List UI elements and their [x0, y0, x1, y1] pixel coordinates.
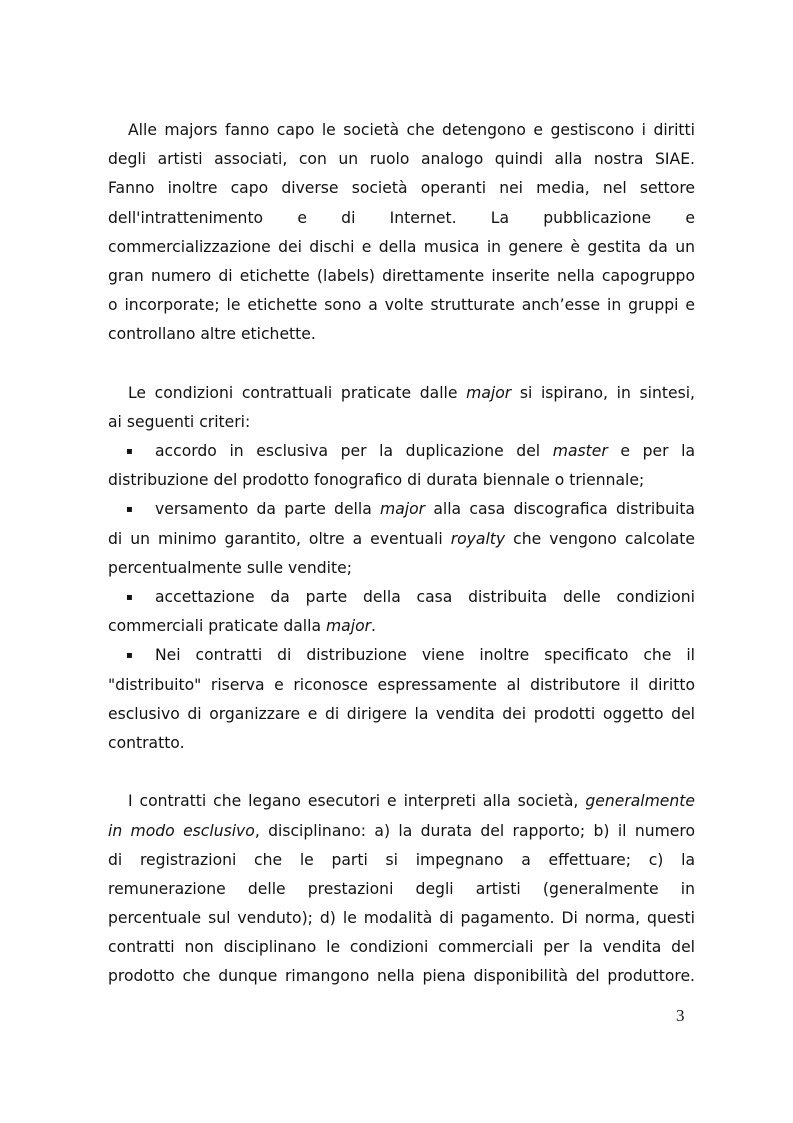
text-line [108, 525, 695, 554]
bullet-item [108, 583, 695, 641]
text-line [108, 641, 695, 670]
text-line: Fanno inoltre capo diverse società operanti nei media, nel settore [108, 179, 695, 198]
paragraph-performer-contracts [108, 787, 695, 991]
bullet-item [108, 437, 695, 495]
text-line: gran numero di etichette (labels) direttamente inserite nella capogruppo [108, 266, 695, 285]
text-run: accettazione da parte della casa distribuita delle condizioni [155, 588, 695, 606]
text-line: contratto. [108, 733, 185, 752]
square-bullet-icon: ▪ [126, 446, 133, 458]
text-run: e per la [607, 442, 695, 461]
text-line: percentuale sul venduto); d) le modalità di pagamento. Di norma, questi [108, 909, 695, 928]
text-line: "distribuito" riserva e riconosce espressamente al distributore il diritto [108, 675, 695, 694]
italic-term: in modo esclusivo [108, 821, 255, 840]
text-line [108, 379, 695, 408]
square-bullet-icon: ▪ [126, 504, 133, 516]
text-line: percentualmente sulle vendite; [108, 558, 352, 577]
text-line: dell'intrattenimento e di Internet. La pubblicazione e [108, 208, 695, 227]
text-line: degli artisti associati, con un ruolo analogo quindi alla nostra SIAE. [108, 150, 695, 169]
text-line: commercializzazione dei dischi e della musica in genere è gestita da un [108, 237, 695, 256]
text-run: I contratti che legano esecutori e interpreti alla società, [128, 792, 586, 811]
text-run: versamento da parte della [155, 500, 381, 519]
text-line: controllano altre etichette. [108, 325, 316, 344]
text-line: di registrazioni che le parti si impegnano a effettuare; c) la [108, 850, 695, 869]
italic-term: major [466, 383, 512, 402]
text-line: remunerazione delle prestazioni degli artisti (generalmente in [108, 879, 695, 898]
document-body [108, 116, 695, 992]
text-line [108, 583, 695, 612]
text-run: che vengono calcolate [505, 529, 695, 548]
italic-term: master [552, 442, 608, 461]
text-run: accordo in esclusiva per la duplicazione del [155, 442, 553, 461]
square-bullet-icon: ▪ [126, 650, 133, 662]
text-run: alla casa discografica distribuita [425, 500, 695, 519]
text-line: Alle majors fanno capo le società che detengono e gestiscono i diritti [128, 121, 695, 139]
text-line [108, 437, 695, 466]
text-line: esclusivo di organizzare e di dirigere la vendita dei prodotti oggetto del [108, 704, 695, 723]
italic-term: major [325, 617, 372, 636]
paragraph-contract-conditions [108, 379, 695, 758]
text-line: ai seguenti criteri: [108, 412, 251, 431]
text-run: di un minimo garantito, oltre a eventuali [108, 529, 451, 548]
text-line: prodotto che dunque rimangono nella piena disponibilità del produttore. [108, 967, 695, 986]
italic-term: major [380, 500, 426, 519]
page-number: 3 [676, 1006, 685, 1025]
bullet-item [108, 641, 695, 758]
text-line [108, 787, 695, 816]
text-line: o incorporate; le etichette sono a volte strutturate anch’esse in gruppi e [108, 296, 695, 315]
italic-term: generalmente [585, 792, 695, 811]
square-bullet-icon: ▪ [126, 592, 133, 603]
paragraph-majors [108, 116, 695, 350]
text-line: contratti non disciplinano le condizioni commerciali per la vendita del [108, 938, 695, 957]
text-line [108, 817, 695, 846]
italic-term: royalty [450, 529, 506, 548]
text-run: , disciplinano: a) la durata del rapporto; b) il numero [254, 821, 695, 840]
bullet-item [108, 495, 695, 583]
text-run: commerciali praticate dalla [108, 617, 326, 636]
text-line: distribuzione del prodotto fonografico di durata biennale o triennale; [108, 471, 645, 490]
text-run: Nei contratti di distribuzione viene inoltre specificato che il [155, 646, 695, 665]
text-run: Le condizioni contrattuali praticate dalle [128, 383, 467, 402]
text-line [108, 612, 695, 641]
text-run: si ispirano, in sintesi, [511, 383, 695, 402]
text-run: . [371, 617, 376, 636]
text-line [108, 495, 695, 524]
